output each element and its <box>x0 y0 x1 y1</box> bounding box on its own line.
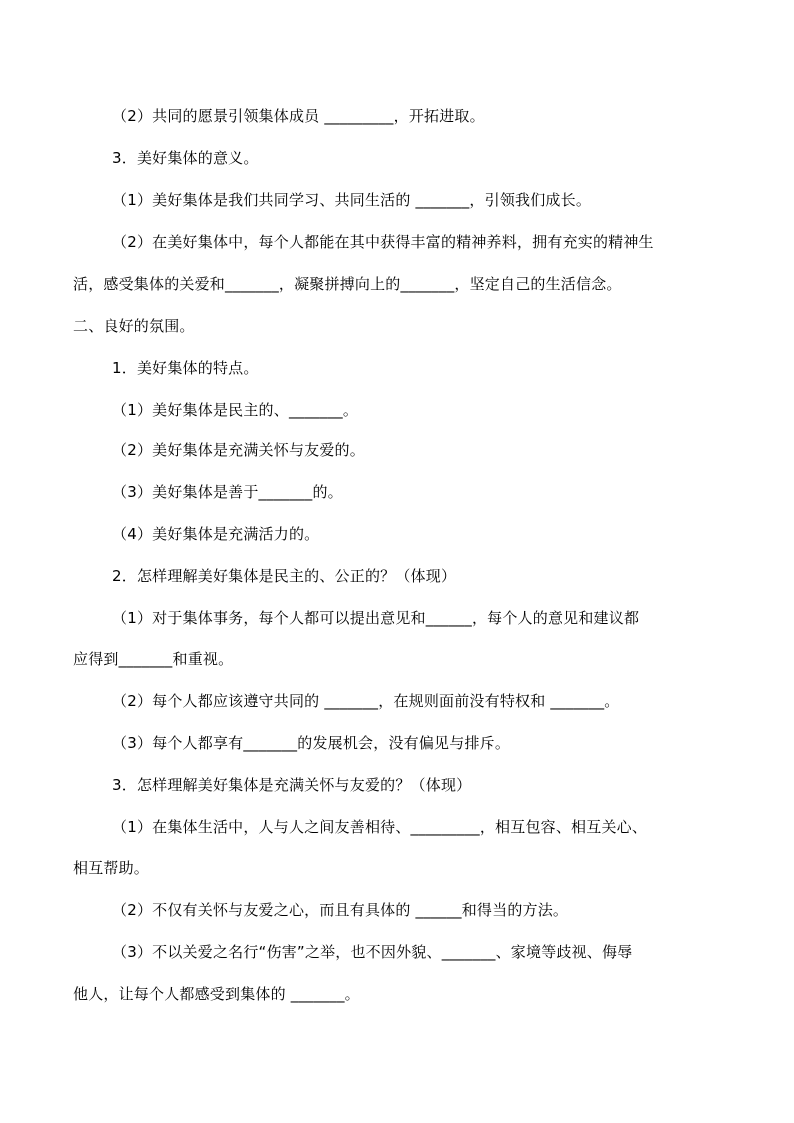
text-line-17: 3．怎样理解美好集体是充满关怀与友爱的？（体现） <box>112 776 472 794</box>
text-line-5: 活，感受集体的关爱和_______，凝聚拼搏向上的_______，坚定自己的生活信念。 <box>73 275 622 293</box>
text-line-2: 3．美好集体的意义。 <box>112 149 259 167</box>
text-line-21: （3）不以关爱之名行“伤害”之举，也不因外貌、_______、家境等歧视、侮辱 <box>112 943 633 961</box>
text-line-7: 1．美好集体的特点。 <box>112 359 259 377</box>
text-line-1: （2）共同的愿景引领集体成员 _________，开拓进取。 <box>112 107 485 125</box>
text-line-16: （3）每个人都享有_______的发展机会，没有偏见与排斥。 <box>112 734 511 752</box>
text-line-19: 相互帮助。 <box>73 859 150 877</box>
text-line-11: （4）美好集体是充满活力的。 <box>112 525 320 543</box>
text-line-4: （2）在美好集体中，每个人都能在其中获得丰富的精神养料，拥有充实的精神生 <box>112 233 654 251</box>
text-line-3: （1）美好集体是我们共同学习、共同生活的 _______，引领我们成长。 <box>112 191 592 209</box>
text-line-20: （2）不仅有关怀与友爱之心，而且有具体的 ______和得当的方法。 <box>112 901 569 919</box>
text-line-13: （1）对于集体事务，每个人都可以提出意见和______，每个人的意见和建议都 <box>112 609 640 627</box>
text-line-22: 他人，让每个人都感受到集体的 _______。 <box>73 985 360 1003</box>
text-line-8: （1）美好集体是民主的、_______。 <box>112 401 359 419</box>
text-line-12: 2．怎样理解美好集体是民主的、公正的？（体现） <box>112 567 457 585</box>
text-line-15: （2）每个人都应该遵守共同的 _______，在规则面前没有特权和 _______。 <box>112 692 620 710</box>
text-line-10: （3）美好集体是善于_______的。 <box>112 483 343 501</box>
text-line-9: （2）美好集体是充满关怀与友爱的。 <box>112 441 365 459</box>
text-line-18: （1）在集体生活中，人与人之间友善相待、_________，相互包容、相互关心、 <box>112 818 648 836</box>
section-heading: 二、良好的氛围。 <box>73 317 195 335</box>
text-line-14: 应得到_______和重视。 <box>73 650 234 668</box>
